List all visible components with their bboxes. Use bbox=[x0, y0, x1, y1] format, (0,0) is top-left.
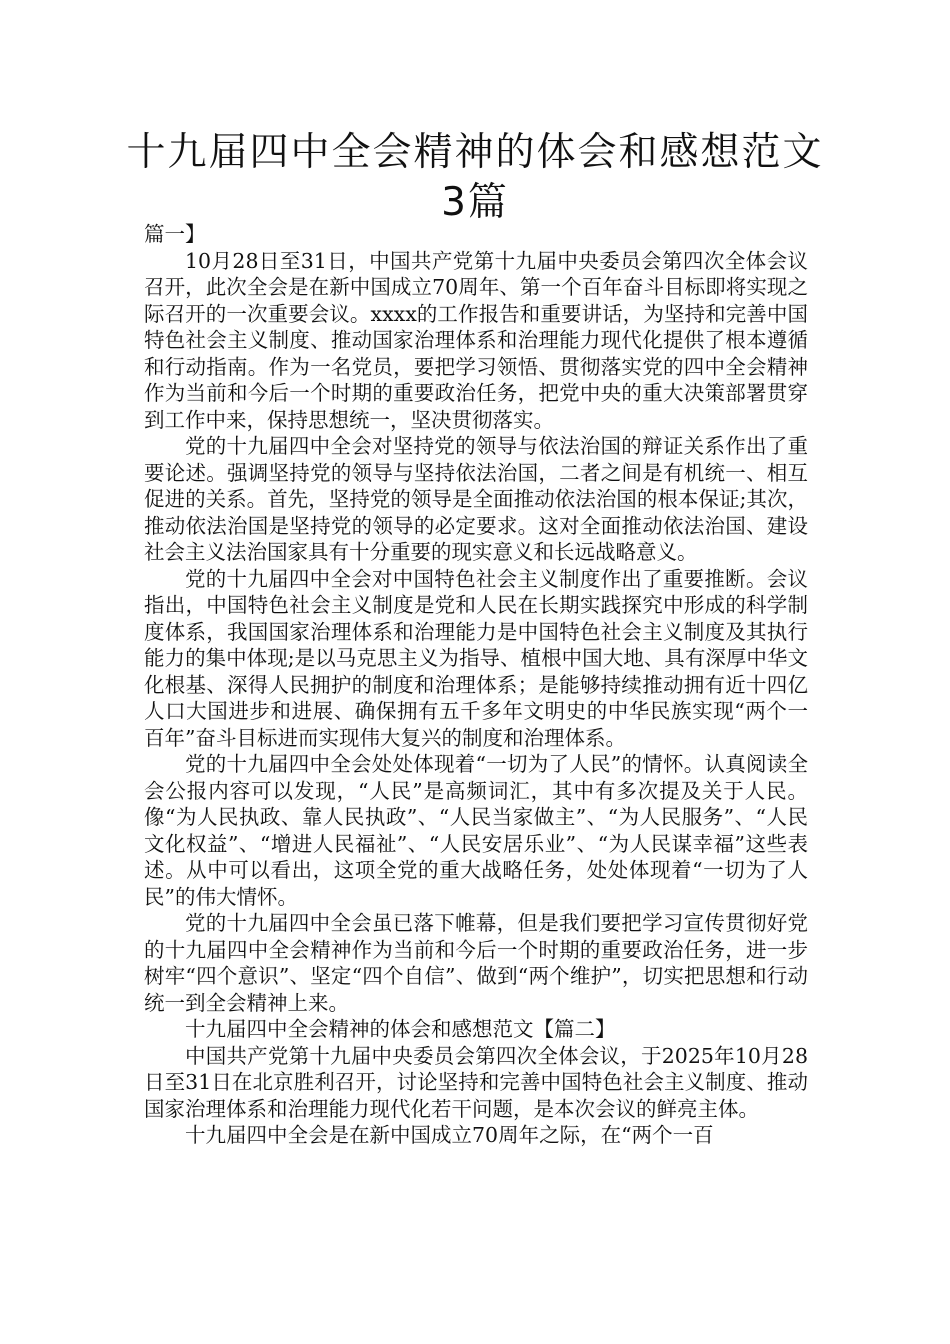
paragraph-socialist-system: 党的十九届四中全会对中国特色社会主义制度作出了重要推断。会议指出，中国特色社会主义制度是党和人民在长期实践探究中形成的科学制度体系，我国国家治理体系和治理能力是中国特色社会主义制度及其执行能力的集中体现;是以马克思主义为指导、植根中国大地、具有深厚中华文化根基、深得人民拥护的制度和治理体系；是能够持续推动拥有近十四亿人口大国进步和进展、确保拥有五千多年文明史的中华民族实现“两个一百年”奋斗目标进而实现伟大复兴的制度和治理体系。 bbox=[144, 566, 808, 750]
paragraph-part-two-intro: 中国共产党第十九届中央委员会第四次全体会议，于2025年10月28日至31日在北京胜利召开，讨论坚持和完善中国特色社会主义制度、推动国家治理体系和治理能力现代化若干问题，是本次会议的鲜亮主体。 bbox=[144, 1043, 808, 1121]
section-heading-part-two: 十九届四中全会精神的体会和感想范文【篇二】 bbox=[185, 1017, 616, 1041]
paragraph-conclusion: 党的十九届四中全会虽已落下帷幕，但是我们要把学习宣传贯彻好党的十九届四中全会精神作为当前和今后一个时期的重要政治任务，进一步树牢“四个意识”、坚定“四个自信”、做到“两个维护”，切实把思想和行动统一到全会精神上来。 bbox=[144, 911, 808, 1015]
document-title-line-1: 十九届四中全会精神的体会和感想范文 bbox=[126, 130, 824, 175]
paragraph-rule-of-law: 党的十九届四中全会对坚持党的领导与依法治国的辩证关系作出了重要论述。强调坚持党的领导与坚持依法治国，二者之间是有机统一、相互促进的关系。首先，坚持党的领导是全面推动依法治国的根本保证;其次，推动依法治国是坚持党的领导的必定要求。这对全面推动依法治国、建设社会主义法治国家具有十分重要的现实意义和长远战略意义。 bbox=[144, 434, 808, 564]
paragraph-meeting-overview: 10月28日至31日，中国共产党第十九届中央委员会第四次全体会议召开，此次全会是在新中国成立70周年、第一个百年奋斗目标即将实现之际召开的一次重要会议。xxxx的工作报告和重要讲话，为坚持和完善中国特色社会主义制度、推动国家治理体系和治理能力现代化提供了根本遵循和行动指南。作为一名党员，要把学习领悟、贯彻落实党的四中全会精神作为当前和今后一个时期的重要政治任务，把党中央的重大决策部署贯穿到工作中来，保持思想统一，坚决贯彻落实。 bbox=[144, 248, 808, 432]
document-body bbox=[144, 221, 808, 1149]
document-title-line-2: 3篇 bbox=[441, 180, 509, 225]
paragraph-part-two-continued: 十九届四中全会是在新中国成立70周年之际，在“两个一百 bbox=[185, 1123, 714, 1147]
section-heading-part-one: 篇一】 bbox=[144, 222, 206, 246]
paragraph-for-the-people: 党的十九届四中全会处处体现着“一切为了人民”的情怀。认真阅读全会公报内容可以发现，“人民”是高频词汇，其中有多次提及关于人民。像“为人民执政、靠人民执政”、“人民当家做主”、“为人民服务”、“人民文化权益”、“增进人民福祉”、“人民安居乐业”、“为人民谋幸福”这些表述。从中可以看出，这项全党的重大战略任务，处处体现着“一切为了人民”的伟大情怀。 bbox=[144, 752, 808, 909]
